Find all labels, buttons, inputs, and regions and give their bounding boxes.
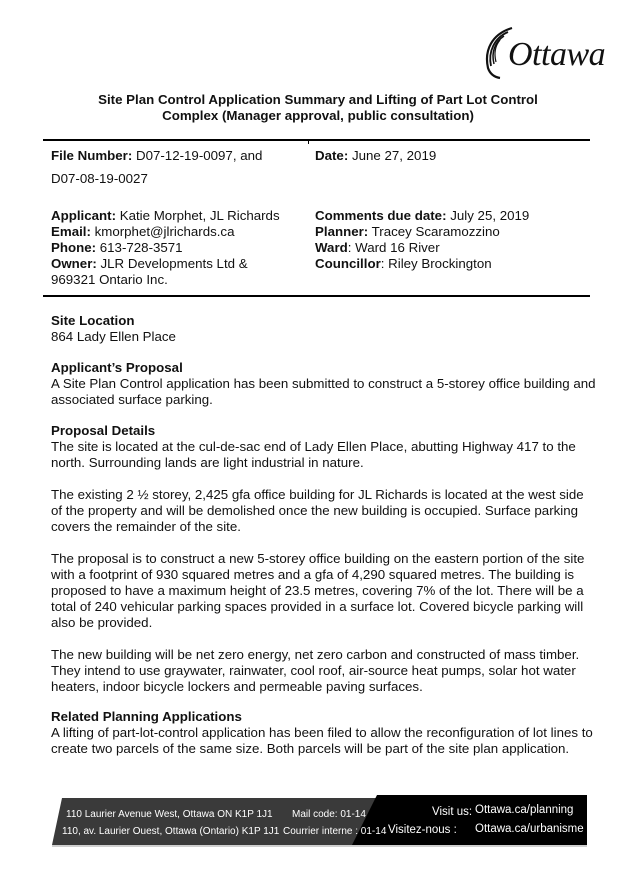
footer-visit-fr-link[interactable]: Ottawa.ca/urbanisme — [475, 823, 584, 835]
councillor: Councillor: Riley Brockington — [315, 256, 492, 271]
section-heading: Site Location — [51, 313, 135, 328]
section-heading: Applicant’s Proposal — [51, 360, 183, 375]
title-line-1: Site Plan Control Application Summary and Lifting of Part Lot Control — [98, 92, 538, 107]
footer-visit-fr-label: Visitez-nous : — [388, 824, 457, 836]
section-body: A Site Plan Control application has been submitted to construct a 5-storey office building and associated surface parking. — [51, 376, 596, 407]
date: Date: June 27, 2019 — [315, 148, 437, 163]
planner: Planner: Tracey Scaramozzino — [315, 224, 500, 239]
section-heading: Related Planning Applications — [51, 709, 242, 724]
proposal-details-section — [51, 423, 596, 695]
footer-address-en: 110 Laurier Avenue West, Ottawa ON K1P 1J1 — [66, 809, 273, 820]
bottom-rule — [43, 295, 590, 297]
footer-visit-en-label: Visit us: — [432, 806, 473, 818]
review-block — [315, 208, 529, 272]
ward: Ward: Ward 16 River — [315, 240, 440, 255]
comments-due: Comments due date: July 25, 2019 — [315, 208, 530, 223]
footer-visit-en-link[interactable]: Ottawa.ca/planning — [475, 804, 574, 816]
footer-mail-code-fr: Courrier interne : 01-14 — [283, 826, 387, 837]
ottawa-logo — [478, 24, 628, 80]
section-heading: Proposal Details — [51, 423, 156, 438]
email: Email: kmorphet@jlrichards.ca — [51, 224, 235, 239]
applicants-proposal-section — [51, 360, 596, 408]
file-number-2: D07-08-19-0027 — [51, 171, 148, 186]
paragraph: The proposal is to construct a new 5-storey office building on the eastern portion of the site with a footprint of 930 squared metres and a gfa of 4,290 squared metres. The building is proposed to have a maximum height of 23.5 metres, covering 7% of the lot. There will be a total of 240 vehicular parking spaces provided in a surface lot. Covered bicycle parking will also be provided. — [51, 551, 585, 630]
paragraph: The existing 2 ½ storey, 2,425 gfa office building for JL Richards is located at the west side of the property and will be demolished once the new building is occupied. Surface parking covers the remainder of the site. — [51, 487, 584, 534]
owner: Owner: JLR Developments Ltd & — [51, 256, 248, 271]
applicant-block — [51, 208, 280, 288]
section-body: 864 Lady Ellen Place — [51, 329, 176, 344]
footer-address-fr: 110, av. Laurier Ouest, Ottawa (Ontario) K1P 1J1 — [62, 826, 280, 837]
title-line-2: Complex (Manager approval, public consultation) — [162, 108, 474, 123]
footer-mail-code-en: Mail code: 01-14 — [292, 809, 366, 820]
section-body: A lifting of part-lot-control application has been filed to allow the reconfiguration of lot lines to create two parcels of the same size. Both parcels will be part of the site plan application. — [51, 725, 593, 756]
paragraph: The site is located at the cul-de-sac end of Lady Ellen Place, abutting Highway 417 to the north. Surrounding lands are light industrial in nature. — [51, 439, 576, 470]
site-location-section — [51, 313, 596, 345]
document-title — [40, 92, 596, 124]
related-applications-section — [51, 709, 596, 757]
phone: Phone: 613-728-3571 — [51, 240, 183, 255]
applicant: Applicant: Katie Morphet, JL Richards — [51, 208, 280, 223]
footer-shadow — [52, 845, 587, 847]
paragraph: The new building will be net zero energy, net zero carbon and constructed of mass timber. They intend to use graywater, rainwater, cool roof, air-source heat pumps, solar hot water heaters, indoor bicycle lockers and permeable paving surfaces. — [51, 647, 580, 694]
owner-2: 969321 Ontario Inc. — [51, 272, 168, 287]
column-divider — [308, 140, 309, 144]
top-rule — [43, 139, 590, 141]
file-number: File Number: D07-12-19-0097, and — [51, 148, 263, 163]
footer-banner — [52, 798, 587, 845]
logo-text: Ottawa — [508, 36, 606, 73]
